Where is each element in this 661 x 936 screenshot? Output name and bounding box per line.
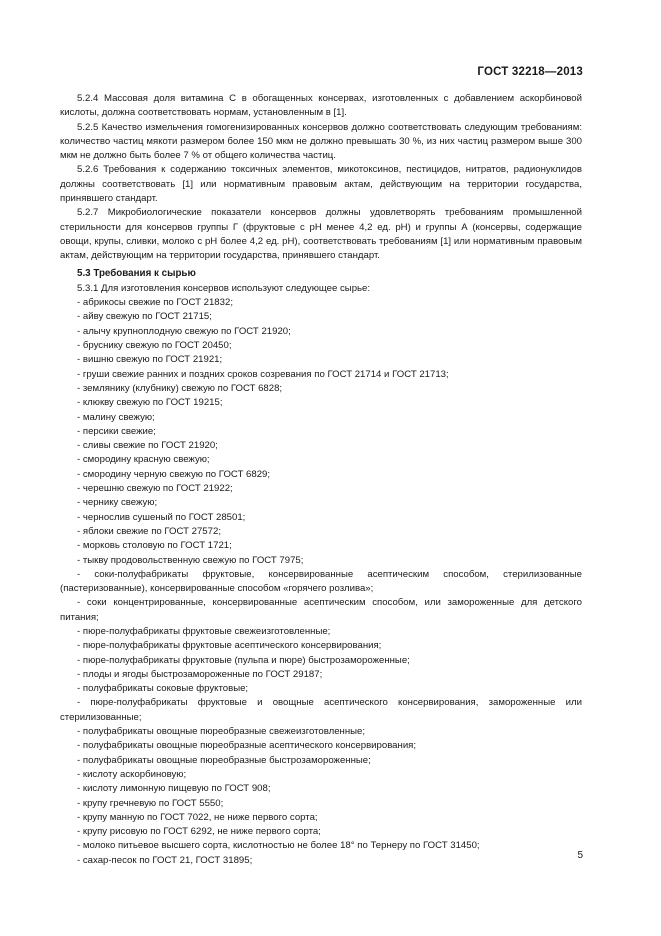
list-item: - крупу гречневую по ГОСТ 5550;: [60, 797, 582, 811]
list-item: - малину свежую;: [60, 411, 582, 425]
page-content: [60, 92, 582, 868]
list-item: - полуфабрикаты овощные пюреобразные свежеизготовленные;: [60, 725, 582, 739]
section-heading: 5.3 Требования к сырью: [77, 267, 196, 279]
list-item: - морковь столовую по ГОСТ 1721;: [60, 539, 582, 553]
list-item: - соки-полуфабрикаты фруктовые, консервированные асептическим способом, стерилизованные (пастеризованные), консервированные способом «горячего розлива»;: [60, 568, 582, 597]
paragraph-5-2-7: 5.2.7 Микробиологические показатели консервов должны удовлетворять требованиям промышленной стерильности для консервов группы Г (фруктовые с рН менее 4,2 ед. рН) и группы А (консервы, содержащие овощи, крупы, сливки, молоко с рН более 4,2 ед. рН), соответствовать требованиям [1] или нормативным правовым актам, действующим на территории государства, принявшего стандарт.: [60, 207, 582, 262]
list-item: - тыкву продовольственную свежую по ГОСТ 7975;: [60, 554, 582, 568]
list-item: - груши свежие ранних и поздних сроков созревания по ГОСТ 21714 и ГОСТ 21713;: [60, 368, 582, 382]
paragraph-5-2-6: 5.2.6 Требования к содержанию токсичных элементов, микотоксинов, пестицидов, нитратов, радионуклидов должны соответствовать [1] или нормативным правовым актам, действующим на территории государства, принявшего стандарт.: [60, 164, 582, 205]
list-item: - айву свежую по ГОСТ 21715;: [60, 310, 582, 324]
list-item: - крупу рисовую по ГОСТ 6292, не ниже первого сорта;: [60, 825, 582, 839]
list-item: - персики свежие;: [60, 425, 582, 439]
list-item: - пюре-полуфабрикаты фруктовые и овощные асептического консервирования, замороженные или стерилизованные;: [60, 696, 582, 725]
list-item: - клюкву свежую по ГОСТ 19215;: [60, 396, 582, 410]
list-item: - землянику (клубнику) свежую по ГОСТ 6828;: [60, 382, 582, 396]
document-header: ГОСТ 32218—2013: [477, 66, 583, 78]
list-item: - пюре-полуфабрикаты фруктовые (пульпа и пюре) быстрозамороженные;: [60, 654, 582, 668]
list-item: - полуфабрикаты соковые фруктовые;: [60, 682, 582, 696]
list-item: - плоды и ягоды быстрозамороженные по ГОСТ 29187;: [60, 668, 582, 682]
raw-materials-list: [60, 296, 582, 868]
paragraph-5-2-4: 5.2.4 Массовая доля витамина С в обогащенных консервах, изготовленных с добавлением аскорбиновой кислоты, должна соответствовать нормам, установленным в [1].: [60, 93, 582, 119]
list-item: - чернику свежую;: [60, 496, 582, 510]
list-item: - смородину черную свежую по ГОСТ 6829;: [60, 468, 582, 482]
list-item: - сливы свежие по ГОСТ 21920;: [60, 439, 582, 453]
list-item: - чернослив сушеный по ГОСТ 28501;: [60, 511, 582, 525]
list-item: - вишню свежую по ГОСТ 21921;: [60, 353, 582, 367]
list-item: - полуфабрикаты овощные пюреобразные асептического консервирования;: [60, 739, 582, 753]
list-item: - пюре-полуфабрикаты фруктовые свежеизготовленные;: [60, 625, 582, 639]
list-item: - кислоту лимонную пищевую по ГОСТ 908;: [60, 782, 582, 796]
list-item: - кислоту аскорбиновую;: [60, 768, 582, 782]
section-intro: 5.3.1 Для изготовления консервов используют следующее сырье:: [77, 282, 371, 294]
page-number: 5: [577, 850, 583, 861]
list-item: - крупу манную по ГОСТ 7022, не ниже первого сорта;: [60, 811, 582, 825]
list-item: - смородину красную свежую;: [60, 453, 582, 467]
list-item: - яблоки свежие по ГОСТ 27572;: [60, 525, 582, 539]
list-item: - молоко питьевое высшего сорта, кислотностью не более 18° по Тернеру по ГОСТ 31450;: [60, 839, 582, 853]
list-item: - черешню свежую по ГОСТ 21922;: [60, 482, 582, 496]
paragraph-5-2-5: 5.2.5 Качество измельчения гомогенизированных консервов должно соответствовать следующим требованиям: количество частиц мякоти размером более 150 мкм не должно превышать 30 %, из них частиц размером выше 300 мкм не должно быть более 7 % от общего количества частиц.: [60, 121, 582, 162]
list-item: - пюре-полуфабрикаты фруктовые асептического консервирования;: [60, 639, 582, 653]
list-item: - абрикосы свежие по ГОСТ 21832;: [60, 296, 582, 310]
list-item: - соки концентрированные, консервированные асептическим способом, или замороженные для детского питания;: [60, 596, 582, 625]
list-item: - бруснику свежую по ГОСТ 20450;: [60, 339, 582, 353]
list-item: - алычу крупноплодную свежую по ГОСТ 21920;: [60, 325, 582, 339]
list-item: - сахар-песок по ГОСТ 21, ГОСТ 31895;: [60, 854, 582, 868]
list-item: - полуфабрикаты овощные пюреобразные быстрозамороженные;: [60, 754, 582, 768]
